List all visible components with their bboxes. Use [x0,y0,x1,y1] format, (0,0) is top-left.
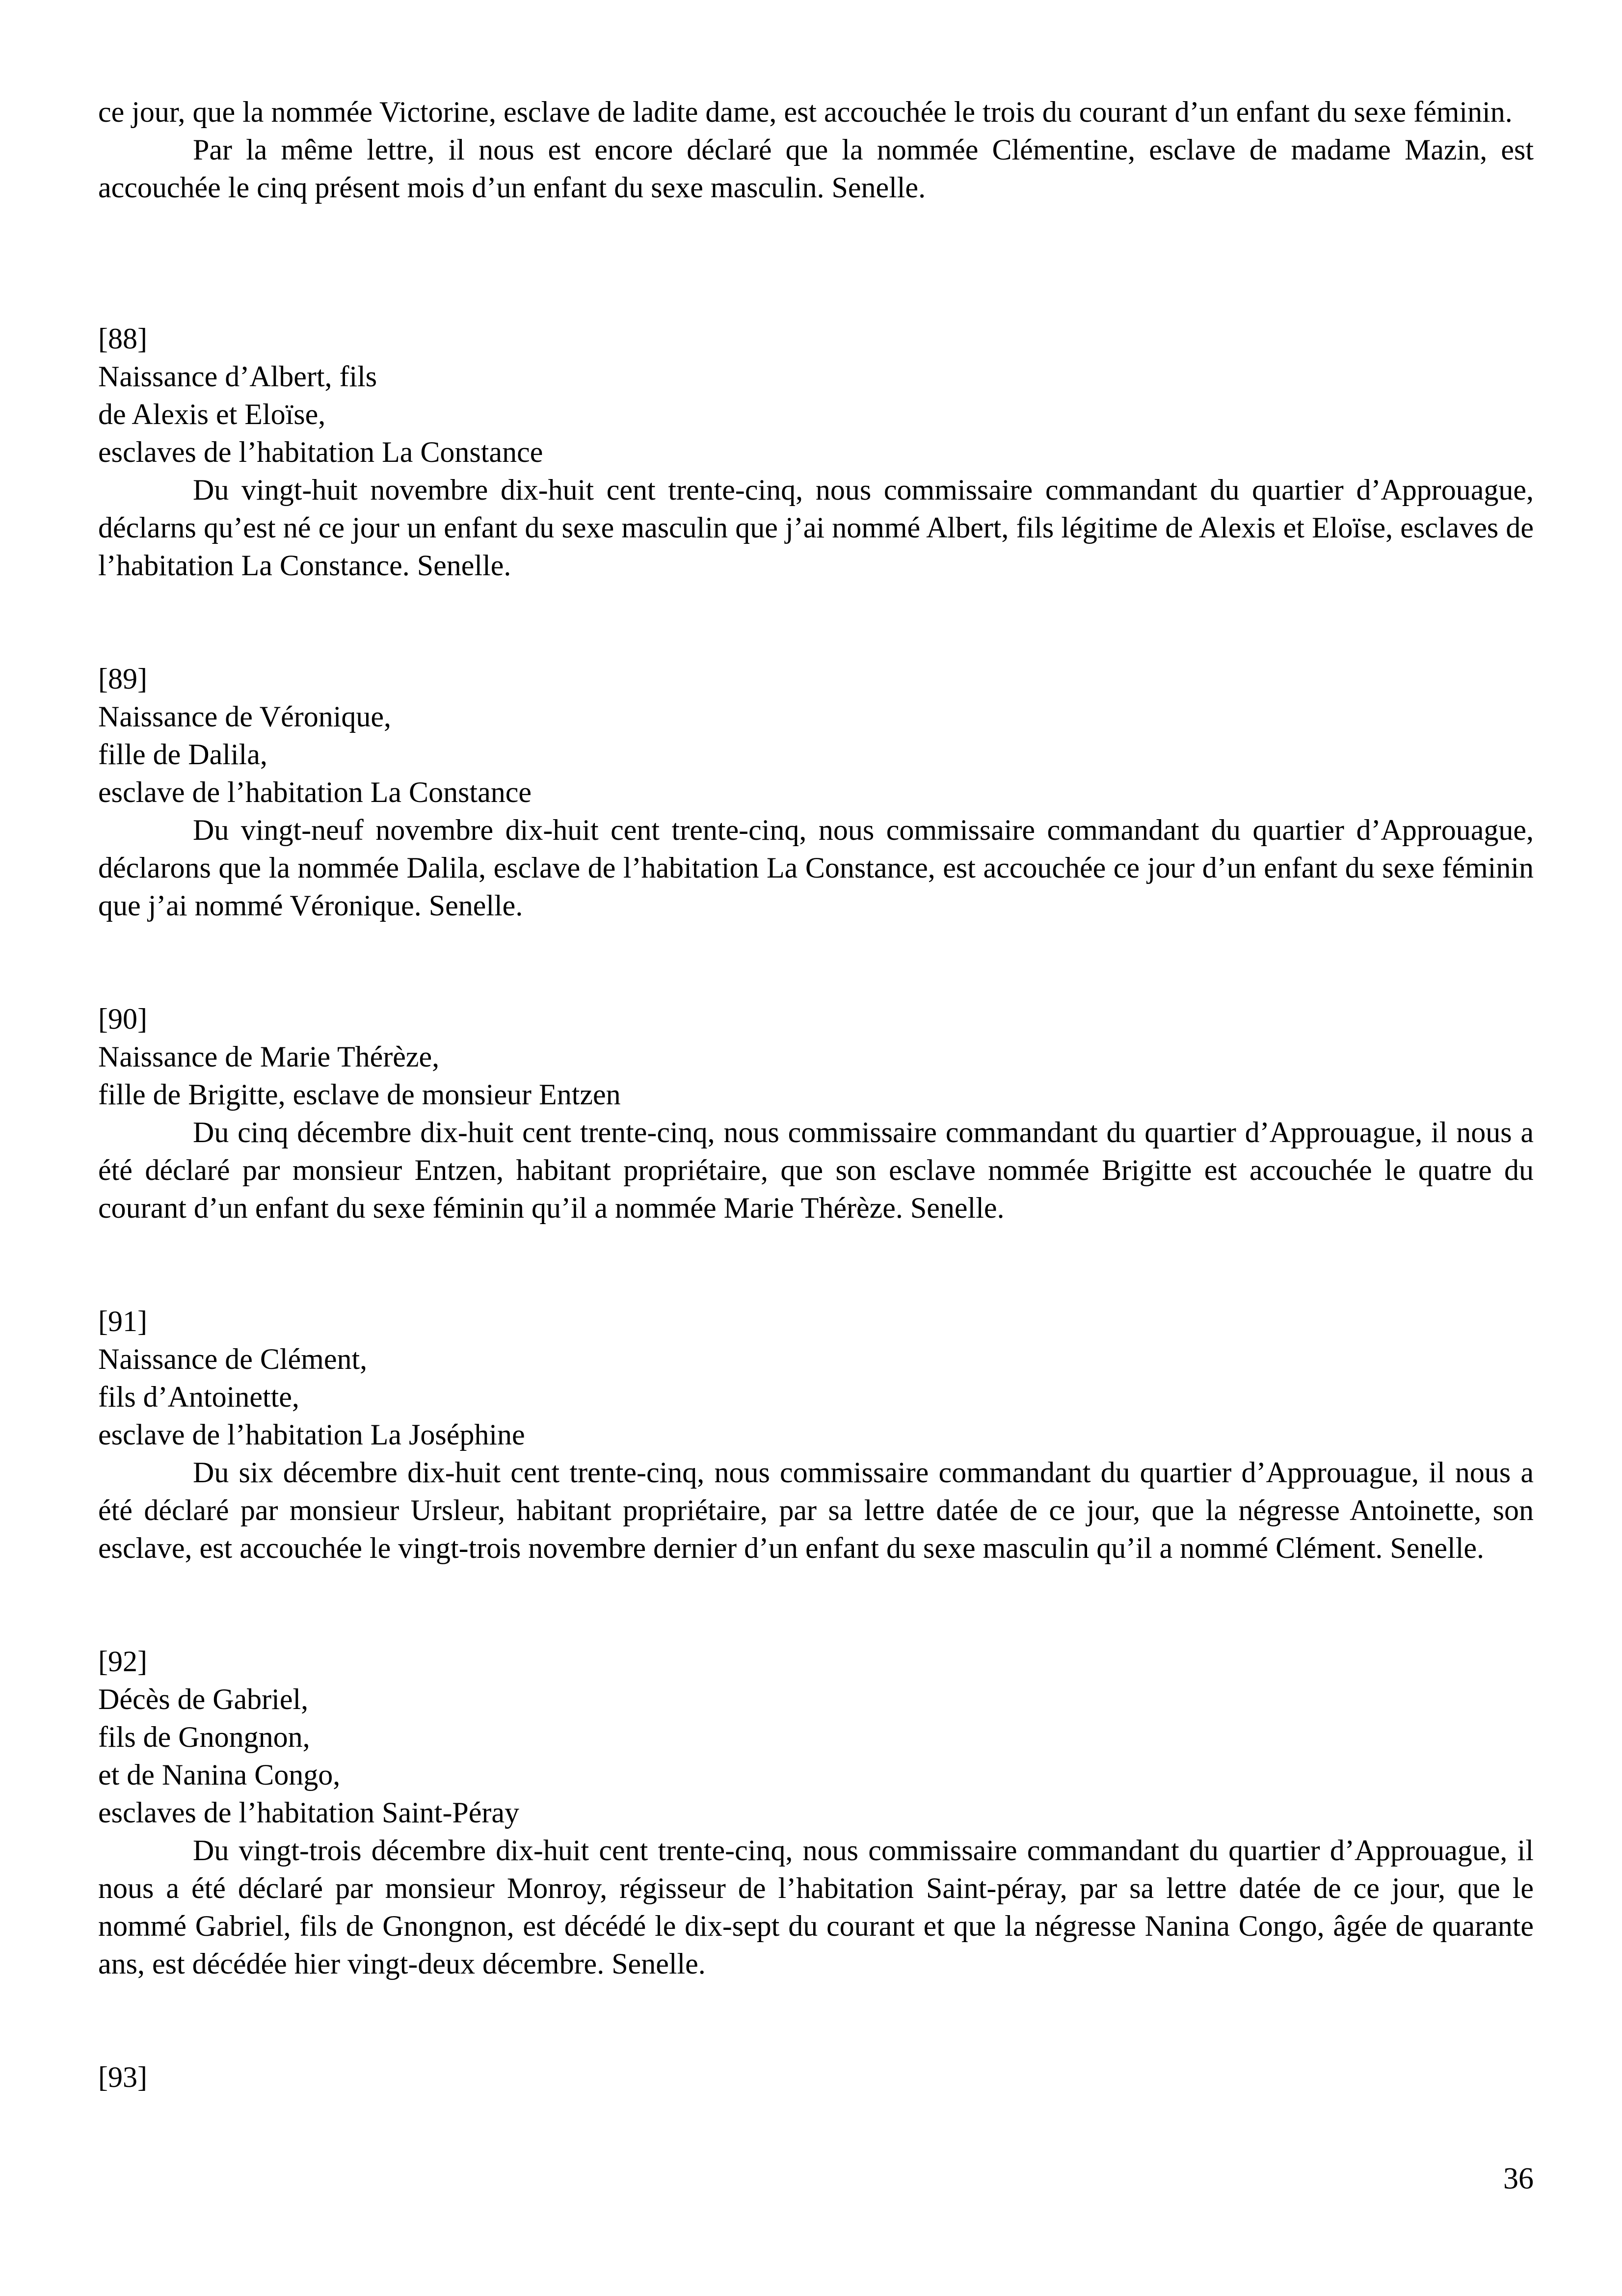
intro-paragraph: ce jour, que la nommée Victorine, esclave de ladite dame, est accouchée le trois du courant d’un enfant du sexe féminin. [98,96,1513,128]
page-number: 36 [1503,2162,1534,2195]
entry-heading-line: Naissance de Clément, [98,1343,368,1375]
entry-heading-line: Décès de Gabriel, [98,1683,309,1715]
record-entry-88 [98,320,1534,585]
entry-number: [89] [98,663,147,695]
entry-heading-line: fille de Brigitte, esclave de monsieur Entzen [98,1078,621,1111]
entry-heading-line: esclaves de l’habitation La Constance [98,436,543,468]
entry-heading-line: de Alexis et Eloïse, [98,398,326,430]
entry-number: [90] [98,1003,147,1035]
record-entry-93 [98,2058,1534,2096]
record-entry-89 [98,660,1534,925]
record-entry-91 [98,1303,1534,1567]
document-page [98,93,1534,2096]
entry-number: [92] [98,1645,147,1678]
entry-heading-line: Naissance de Véronique, [98,700,392,733]
record-entry-90 [98,1000,1534,1227]
entry-number: [93] [98,2061,147,2093]
entry-heading-line: Naissance de Marie Thérèze, [98,1041,440,1073]
intro-paragraph: Par la même lettre, il nous est encore déclaré que la nommée Clémentine, esclave de madame Mazin, est accouchée le cinq présent mois d’un enfant du sexe masculin. Senelle. [98,133,1534,204]
entry-body: Du vingt-trois décembre dix-huit cent trente-cinq, nous commissaire commandant du quartier d’Approuague, il nous a été déclaré par monsieur Monroy, régisseur de l’habitation Saint-péray, par sa lettre datée de ce jour, que le nommé Gabriel, fils de Gnongnon, est décédé le dix-sept du courant et que la négresse Nanina Congo, âgée de quarante ans, est décédée hier vingt-deux décembre. Senelle. [98,1834,1534,1980]
entry-heading-line: fils d’Antoinette, [98,1381,299,1413]
entry-heading-line: esclave de l’habitation La Joséphine [98,1418,525,1451]
entry-body: Du six décembre dix-huit cent trente-cinq, nous commissaire commandant du quartier d’Approuague, il nous a été déclaré par monsieur Ursleur, habitant propriétaire, par sa lettre datée de ce jour, que la négresse Antoinette, son esclave, est accouchée le vingt-trois novembre dernier d’un enfant du sexe masculin qu’il a nommé Clément. Senelle. [98,1456,1534,1564]
entry-heading-line: fille de Dalila, [98,738,267,771]
intro-continuation [98,93,1534,207]
entry-heading-line: esclave de l’habitation La Constance [98,776,532,808]
entry-heading-line: et de Nanina Congo, [98,1759,341,1791]
entry-heading-line: Naissance d’Albert, fils [98,360,377,393]
entry-heading-line: fils de Gnongnon, [98,1721,310,1753]
record-entry-92 [98,1643,1534,1983]
entry-body: Du vingt-huit novembre dix-huit cent trente-cinq, nous commissaire commandant du quartier d’Approuague, déclarns qu’est né ce jour un enfant du sexe masculin que j’ai nommé Albert, fils légitime de Alexis et Eloïse, esclaves de l’habitation La Constance. Senelle. [98,474,1534,582]
entry-body: Du cinq décembre dix-huit cent trente-cinq, nous commissaire commandant du quartier d’Approuague, il nous a été déclaré par monsieur Entzen, habitant propriétaire, que son esclave nommée Brigitte est accouchée le quatre du courant d’un enfant du sexe féminin qu’il a nommée Marie Thérèze. Senelle. [98,1116,1534,1224]
entry-number: [88] [98,322,147,355]
entry-heading-line: esclaves de l’habitation Saint-Péray [98,1796,520,1829]
entry-number: [91] [98,1305,147,1337]
entry-body: Du vingt-neuf novembre dix-huit cent trente-cinq, nous commissaire commandant du quartier d’Approuague, déclarons que la nommée Dalila, esclave de l’habitation La Constance, est accouchée ce jour d’un enfant du sexe féminin que j’ai nommé Véronique. Senelle. [98,814,1534,922]
